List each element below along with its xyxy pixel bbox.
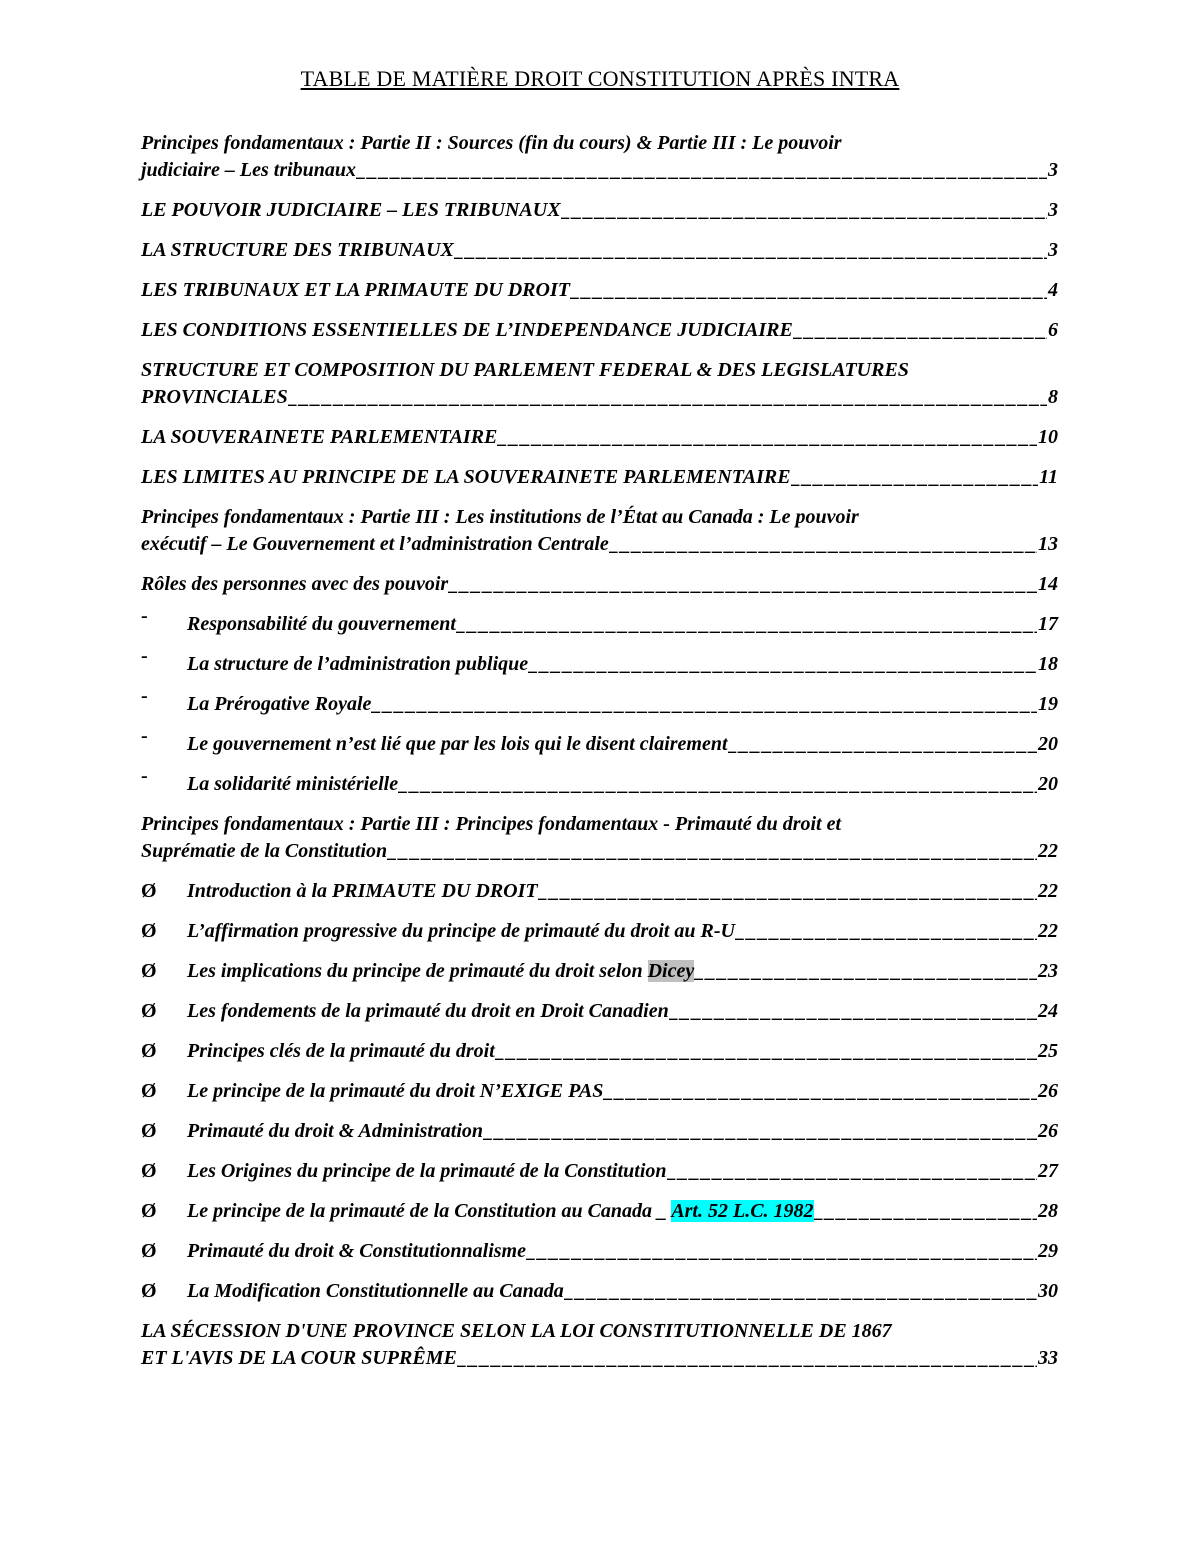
leader-dots <box>398 771 1037 798</box>
leader-dots <box>538 878 1037 905</box>
toc-page-number: 14 <box>1038 573 1058 595</box>
toc-entry-text: Primauté du droit & Constitutionnalisme <box>187 1240 526 1262</box>
leader-dots <box>735 918 1037 945</box>
toc-entry-text: LES LIMITES AU PRINCIPE DE LA SOUVERAINETE PARLEMENTAIRE <box>141 466 791 488</box>
toc-entry[interactable] <box>141 1238 1058 1265</box>
toc-entry[interactable] <box>141 918 1058 945</box>
leader-dots <box>457 1345 1037 1372</box>
dash-bullet-icon: - <box>141 725 148 747</box>
toc-page-number: 20 <box>1038 773 1058 795</box>
toc-entry[interactable] <box>141 605 1058 638</box>
toc-entry-text-part: Les implications du principe de primauté du droit selon <box>187 960 648 982</box>
leader-dots <box>288 384 1047 411</box>
toc-entry[interactable] <box>141 1318 1058 1372</box>
toc-page-number: 6 <box>1048 319 1058 341</box>
dash-bullet-icon: - <box>141 605 148 627</box>
leader-dots <box>528 651 1037 678</box>
toc-entry-text: Les Origines du principe de la primauté de la Constitution <box>187 1160 667 1182</box>
toc-entry[interactable] <box>141 765 1058 798</box>
toc-entry-text: Responsabilité du gouvernement <box>187 613 456 635</box>
toc-entry[interactable] <box>141 685 1058 718</box>
toc-entry-text: Introduction à la PRIMAUTE DU DROIT <box>187 880 538 902</box>
toc-entry-text: LA SOUVERAINETE PARLEMENTAIRE <box>141 426 498 448</box>
leader-dots <box>694 958 1037 985</box>
toc-page-number: 30 <box>1038 1280 1058 1302</box>
leader-dots <box>603 1078 1037 1105</box>
arrow-bullet-icon: Ø <box>141 880 157 902</box>
toc-page-number: 10 <box>1038 426 1058 448</box>
toc-entry[interactable] <box>141 197 1058 224</box>
toc-entry[interactable] <box>141 504 1058 558</box>
table-of-contents <box>141 130 1058 1385</box>
toc-page-number: 27 <box>1038 1160 1058 1182</box>
dash-bullet-icon: - <box>141 685 148 707</box>
toc-entry[interactable] <box>141 237 1058 264</box>
toc-page-number: 17 <box>1038 613 1058 635</box>
toc-entry-text: La Modification Constitutionnelle au Canada <box>187 1280 564 1302</box>
toc-page-number: 3 <box>1048 239 1058 261</box>
toc-entry[interactable] <box>141 1078 1058 1105</box>
toc-page-number: 23 <box>1038 960 1058 982</box>
toc-entry-text: LA SÉCESSION D'UNE PROVINCE SELON LA LOI CONSTITUTIONNELLE DE 1867 <box>141 1320 892 1342</box>
toc-page-number: 28 <box>1038 1200 1058 1222</box>
toc-entry-text: exécutif – Le Gouvernement et l’administration Centrale <box>141 533 609 555</box>
leader-dots <box>497 424 1037 451</box>
toc-entry-text: Principes clés de la primauté du droit <box>187 1040 495 1062</box>
leader-dots <box>609 531 1037 558</box>
toc-page-number: 26 <box>1038 1120 1058 1142</box>
toc-page-number: 22 <box>1038 920 1058 942</box>
toc-page-number: 3 <box>1048 159 1058 181</box>
arrow-bullet-icon: Ø <box>141 1160 157 1182</box>
arrow-bullet-icon: Ø <box>141 1200 157 1222</box>
toc-entry-text: STRUCTURE ET COMPOSITION DU PARLEMENT FEDERAL & DES LEGISLATURES <box>141 359 909 381</box>
leader-dots <box>667 1158 1038 1185</box>
leader-dots <box>669 998 1037 1025</box>
toc-entry[interactable] <box>141 277 1058 304</box>
leader-dots <box>564 1278 1037 1305</box>
toc-entry-text <box>187 958 694 985</box>
dash-bullet-icon: - <box>141 645 148 667</box>
toc-entry-text: Rôles des personnes avec des pouvoir <box>141 573 449 595</box>
leader-dots <box>356 157 1047 184</box>
toc-entry-text: Principes fondamentaux : Partie III : Principes fondamentaux - Primauté du droit et <box>141 813 842 835</box>
toc-entry[interactable] <box>141 725 1058 758</box>
toc-page-number: 8 <box>1048 386 1058 408</box>
toc-entry[interactable] <box>141 1038 1058 1065</box>
toc-entry-text: ET L'AVIS DE LA COUR SUPRÊME <box>141 1347 457 1369</box>
toc-entry-text: Le gouvernement n’est lié que par les lois qui le disent clairement <box>187 733 728 755</box>
leader-dots <box>387 838 1037 865</box>
toc-entry[interactable] <box>141 998 1058 1025</box>
leader-dots <box>728 731 1037 758</box>
toc-entry-text: Principes fondamentaux : Partie II : Sources (fin du cours) & Partie III : Le pouvoir <box>141 132 842 154</box>
leader-dots <box>448 571 1037 598</box>
toc-entry-text: L’affirmation progressive du principe de primauté du droit au R-U <box>187 920 735 942</box>
toc-entry[interactable] <box>141 1278 1058 1305</box>
toc-entry[interactable] <box>141 130 1058 184</box>
document-title: TABLE DE MATIÈRE DROIT CONSTITUTION APRÈS INTRA <box>300 66 900 91</box>
toc-entry[interactable] <box>141 958 1058 985</box>
leader-dots <box>814 1198 1037 1225</box>
toc-entry[interactable] <box>141 1198 1058 1225</box>
toc-entry-text: LES CONDITIONS ESSENTIELLES DE L’INDEPENDANCE JUDICIAIRE <box>141 319 793 341</box>
toc-entry-text: PROVINCIALES <box>141 386 288 408</box>
highlighted-text: Art. 52 L.C. 1982 <box>671 1200 814 1222</box>
toc-entry-text-part: Le principe de la primauté de la Constitution au Canada _ <box>187 1200 672 1222</box>
arrow-bullet-icon: Ø <box>141 920 157 942</box>
leader-dots <box>454 237 1047 264</box>
toc-entry-text: Les fondements de la primauté du droit en Droit Canadien <box>187 1000 669 1022</box>
toc-entry-text: La structure de l’administration publique <box>187 653 529 675</box>
dash-bullet-icon: - <box>141 765 148 787</box>
leader-dots <box>793 317 1047 344</box>
toc-entry-text: La solidarité ministérielle <box>187 773 399 795</box>
arrow-bullet-icon: Ø <box>141 1240 157 1262</box>
toc-entry[interactable] <box>141 424 1058 451</box>
toc-page-number: 20 <box>1038 733 1058 755</box>
toc-page-number: 3 <box>1048 199 1058 221</box>
toc-entry-text: LA STRUCTURE DES TRIBUNAUX <box>141 239 454 261</box>
arrow-bullet-icon: Ø <box>141 1040 157 1062</box>
toc-entry-text <box>187 1198 814 1225</box>
toc-page-number: 22 <box>1038 880 1058 902</box>
toc-entry-text: LES TRIBUNAUX ET LA PRIMAUTE DU DROIT <box>141 279 570 301</box>
toc-entry-text: La Prérogative Royale <box>187 693 372 715</box>
toc-page-number: 26 <box>1038 1080 1058 1102</box>
leader-dots <box>570 277 1047 304</box>
leader-dots <box>561 197 1047 224</box>
toc-entry[interactable] <box>141 357 1058 411</box>
leader-dots <box>371 691 1037 718</box>
toc-entry[interactable] <box>141 571 1058 598</box>
toc-page-number: 29 <box>1038 1240 1058 1262</box>
toc-entry[interactable] <box>141 1158 1058 1185</box>
toc-entry[interactable] <box>141 1118 1058 1145</box>
leader-dots <box>526 1238 1037 1265</box>
toc-page-number: 13 <box>1038 533 1058 555</box>
toc-entry-text: LE POUVOIR JUDICIAIRE – LES TRIBUNAUX <box>141 199 561 221</box>
toc-entry-text: judiciaire – Les tribunaux <box>141 159 357 181</box>
leader-dots <box>495 1038 1037 1065</box>
leader-dots <box>456 611 1037 638</box>
toc-page-number: 19 <box>1038 693 1058 715</box>
toc-entry-text: Principes fondamentaux : Partie III : Les institutions de l’État au Canada : Le pouvoir <box>141 506 859 528</box>
arrow-bullet-icon: Ø <box>141 1080 157 1102</box>
arrow-bullet-icon: Ø <box>141 1280 157 1302</box>
arrow-bullet-icon: Ø <box>141 1120 157 1142</box>
toc-page-number: 4 <box>1048 279 1058 301</box>
toc-entry-text: Primauté du droit & Administration <box>187 1120 483 1142</box>
highlighted-text: Dicey <box>647 960 695 982</box>
toc-entry[interactable] <box>141 878 1058 905</box>
toc-page-number: 24 <box>1038 1000 1058 1022</box>
toc-page-number: 33 <box>1038 1347 1058 1369</box>
toc-page-number: 18 <box>1038 653 1058 675</box>
arrow-bullet-icon: Ø <box>141 960 157 982</box>
toc-entry-text: Le principe de la primauté du droit N’EXIGE PAS <box>187 1080 604 1102</box>
toc-page-number: 25 <box>1038 1040 1058 1062</box>
toc-entry[interactable] <box>141 317 1058 344</box>
toc-entry-text: Suprématie de la Constitution <box>141 840 388 862</box>
arrow-bullet-icon: Ø <box>141 1000 157 1022</box>
leader-dots <box>483 1118 1037 1145</box>
leader-dots <box>791 464 1038 491</box>
toc-page-number: 22 <box>1038 840 1058 862</box>
toc-page-number: 11 <box>1039 466 1058 488</box>
toc-entry[interactable] <box>141 811 1058 865</box>
toc-entry[interactable] <box>141 464 1058 491</box>
toc-entry[interactable] <box>141 645 1058 678</box>
